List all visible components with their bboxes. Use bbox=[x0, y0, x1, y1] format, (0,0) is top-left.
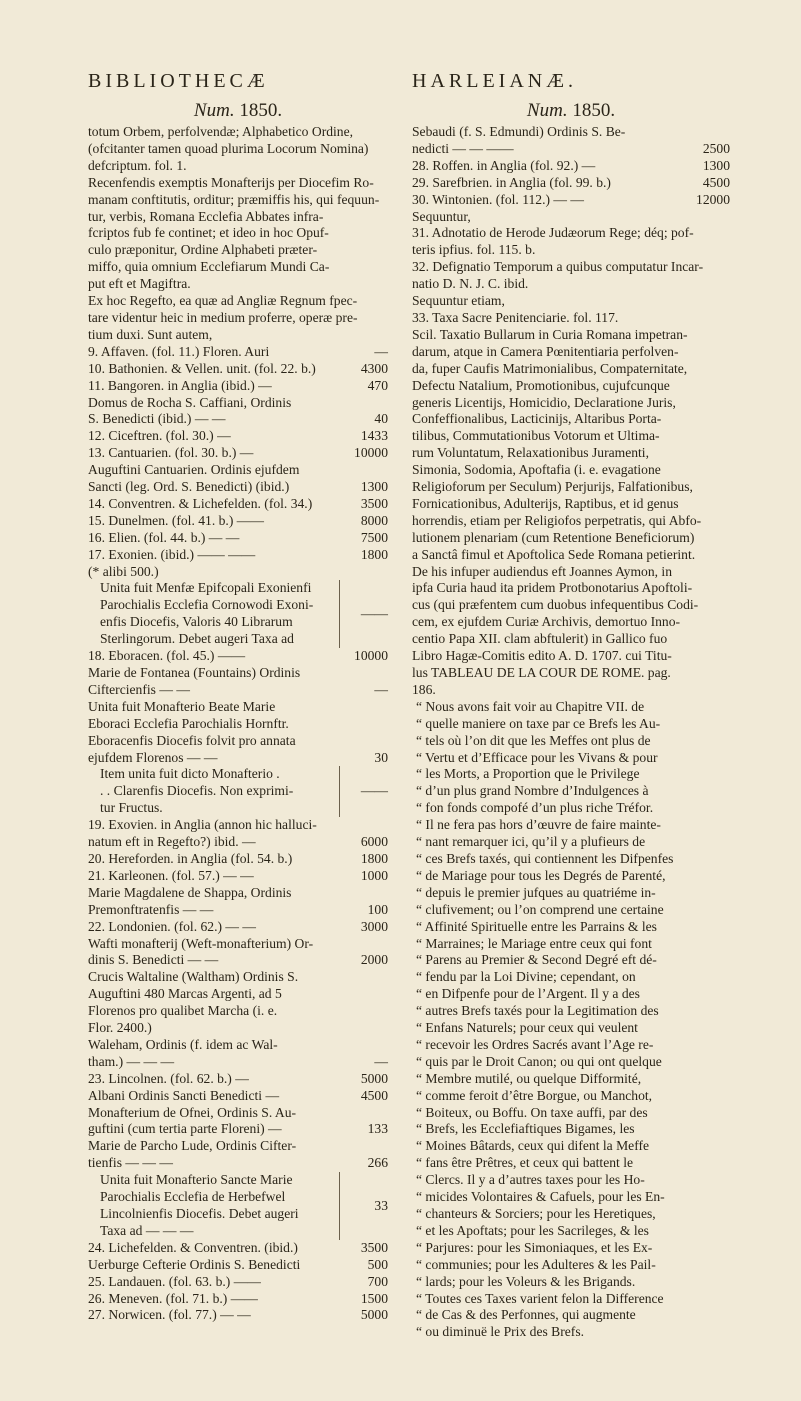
intro-line: manam conftitutis, orditur; præmiffis his, qui fequun- bbox=[88, 191, 380, 207]
num-value: 1850. bbox=[239, 100, 283, 121]
entry-value: 3500 bbox=[360, 1239, 388, 1255]
body-line: ipfa Curia haud ita pridem Protbonotarius Apoftoli- bbox=[412, 580, 693, 596]
catalog-entry bbox=[88, 902, 388, 919]
entry-value: 1800 bbox=[360, 546, 388, 562]
entry-text: Waleham, Ordinis (f. idem ac Wal- bbox=[88, 1036, 278, 1052]
right-body bbox=[412, 209, 730, 699]
quote-line: “ ou diminuë le Prix des Brefs. bbox=[416, 1324, 585, 1340]
entry-text: Sebaudi (f. S. Edmundi) Ordinis S. Be- bbox=[412, 124, 626, 139]
catalog-entry bbox=[88, 733, 388, 750]
entry-text: 19. Exovien. in Anglia (annon hic halluci- bbox=[88, 817, 317, 833]
brace-line: Unita fuit Monafterio Sancte Marie bbox=[100, 1172, 293, 1188]
entry-value bbox=[340, 1003, 388, 1020]
catalog-entry bbox=[88, 750, 388, 767]
catalog-entry bbox=[88, 699, 388, 716]
catalog-entry bbox=[88, 919, 388, 936]
body-line: 186. bbox=[412, 681, 436, 697]
quote-line: “ fendu par la Loi Divine; cependant, on bbox=[416, 969, 636, 985]
header-left: BIBLIOTHECÆ bbox=[88, 70, 269, 92]
entry-value bbox=[340, 564, 388, 581]
body-line: tilibus, Commutationibus Votorum et Ultima- bbox=[412, 428, 660, 444]
quote-line: “ Nous avons fait voir au Chapitre VII. de bbox=[416, 698, 645, 714]
quote-line: “ Brefs, les Ecclefiaftiques Bigames, les bbox=[416, 1121, 635, 1137]
catalog-entry bbox=[88, 395, 388, 412]
entry-value: 100 bbox=[367, 901, 388, 917]
intro-line: Ex hoc Regefto, ea quæ ad Angliæ Regnum fpec- bbox=[88, 293, 358, 309]
catalog-entry bbox=[88, 817, 388, 834]
entry-text: Eboracenfis Diocefis folvit pro annata bbox=[88, 732, 296, 748]
entry-text: guftini (cum tertia parte Floreni) — bbox=[88, 1121, 282, 1137]
entry-value bbox=[340, 716, 388, 733]
body-line: teris ipfius. fol. 115. b. bbox=[412, 242, 536, 258]
body-line: Religioforum per Seculum) Perjurijs, Falfationibus, bbox=[412, 479, 693, 495]
catalog-entry bbox=[88, 851, 388, 868]
body-line: Libro Hagæ-Comitis edito A. D. 1707. cui Titu- bbox=[412, 648, 672, 664]
right-column bbox=[412, 98, 730, 1341]
entry-text: 13. Cantuarien. (fol. 30. b.) — bbox=[88, 445, 254, 461]
catalog-entry bbox=[88, 834, 388, 851]
entry-value: 8000 bbox=[360, 512, 388, 528]
catalog-entry bbox=[412, 158, 730, 175]
entry-value: 40 bbox=[374, 411, 388, 427]
entry-text: S. Benedicti (ibid.) — — bbox=[88, 411, 226, 427]
brace-line: . . Clarenfis Diocefis. Non exprimi- bbox=[100, 783, 294, 799]
entry-text: 10. Bathonien. & Vellen. unit. (fol. 22. b.) bbox=[88, 360, 316, 376]
entry-value: — bbox=[374, 343, 388, 359]
left-entries-3 bbox=[88, 817, 388, 1172]
entry-text: Eboraci Ecclefia Parochialis Hornftr. bbox=[88, 715, 289, 731]
quote-line: “ fans être Prêtres, et ceux qui battent le bbox=[416, 1155, 634, 1171]
entry-text: Ciftercienfis — — bbox=[88, 681, 190, 697]
body-line: darum, atque in Camera Pœnitentiaria perfolven- bbox=[412, 343, 679, 359]
entry-text: 20. Hereforden. in Anglia (fol. 54. b.) bbox=[88, 850, 293, 866]
quote-line: “ fon fonds compofé d’un plus riche Tréfor. bbox=[416, 800, 654, 816]
entry-value: 1433 bbox=[360, 428, 388, 444]
entry-text: 22. Londonien. (fol. 62.) — — bbox=[88, 918, 257, 934]
catalog-entry bbox=[88, 1240, 388, 1257]
entry-value: 5000 bbox=[360, 1070, 388, 1086]
catalog-entry bbox=[88, 716, 388, 733]
body-line: centio Papa XII. clam abftulerit) in Gallico fuo bbox=[412, 631, 668, 647]
entry-text: 16. Elien. (fol. 44. b.) — — bbox=[88, 529, 240, 545]
entry-value bbox=[340, 699, 388, 716]
brace-line: Unita fuit Menfæ Epifcopali Exonienfi bbox=[100, 580, 312, 596]
quote-line: “ Membre mutilé, ou quelque Difformité, bbox=[416, 1070, 642, 1086]
intro-line: miffo, quia omnium Ecclefiarum Mundi Ca- bbox=[88, 259, 330, 275]
num-label: Num. bbox=[193, 100, 235, 121]
catalog-entry bbox=[88, 1071, 388, 1088]
quote-line: “ les Morts, a Proportion que le Privilege bbox=[416, 766, 640, 782]
catalog-entry bbox=[88, 411, 388, 428]
header-right: HARLEIANÆ. bbox=[412, 70, 577, 92]
brace-note-1-text bbox=[88, 580, 339, 648]
left-entries bbox=[88, 344, 388, 581]
num-label: Num. bbox=[526, 100, 568, 121]
entry-value: 30 bbox=[374, 749, 388, 765]
catalog-entry bbox=[88, 496, 388, 513]
catalog-entry bbox=[88, 1257, 388, 1274]
entry-value: — bbox=[374, 1053, 388, 1069]
brace-note-2-value: —— bbox=[339, 766, 388, 817]
catalog-entry bbox=[88, 936, 388, 953]
body-line: cem, ex ejufdem Curiæ Archivis, demortuo Inno- bbox=[412, 614, 681, 630]
catalog-entry bbox=[88, 1307, 388, 1324]
entry-text: Monafterium de Ofnei, Ordinis S. Au- bbox=[88, 1104, 297, 1120]
entry-value: 1500 bbox=[360, 1290, 388, 1306]
quote-line: “ lards; pour les Voleurs & les Brigands. bbox=[416, 1273, 636, 1289]
entry-value: 700 bbox=[367, 1273, 388, 1289]
left-column-title bbox=[88, 98, 388, 124]
intro-line: defcriptum. fol. 1. bbox=[88, 157, 187, 173]
catalog-entry bbox=[88, 969, 388, 986]
body-line: da, fuper Caufis Matrimonialibus, Compaternitate, bbox=[412, 360, 688, 376]
entry-text: 25. Landauen. (fol. 63. b.) —— bbox=[88, 1273, 261, 1289]
body-line: natio D. N. J. C. ibid. bbox=[412, 276, 529, 292]
body-line: horrendis, etiam per Religiofos perpetratis, qui Abfo- bbox=[412, 512, 702, 528]
entry-text: Flor. 2400.) bbox=[88, 1020, 152, 1036]
entry-text: Albani Ordinis Sancti Benedicti — bbox=[88, 1087, 280, 1103]
catalog-entry bbox=[88, 885, 388, 902]
entry-value bbox=[340, 1020, 388, 1037]
entry-text: 17. Exonien. (ibid.) —— —— bbox=[88, 546, 256, 562]
left-column bbox=[88, 98, 388, 1324]
brace-note-3 bbox=[88, 1172, 388, 1240]
brace-note-2 bbox=[88, 766, 388, 817]
quote-line: “ Marraines; le Mariage entre ceux qui font bbox=[416, 935, 652, 951]
entry-value bbox=[682, 124, 730, 141]
catalog-entry bbox=[88, 1274, 388, 1291]
body-line: Sequuntur etiam, bbox=[412, 293, 505, 309]
brace-line: Parochialis Ecclefia de Herbefwel bbox=[100, 1189, 286, 1205]
right-entries bbox=[412, 124, 730, 209]
entry-value: 7500 bbox=[360, 529, 388, 545]
catalog-entry bbox=[88, 1003, 388, 1020]
entry-value: 500 bbox=[367, 1256, 388, 1272]
entry-value: 4500 bbox=[702, 174, 730, 190]
body-line: 31. Adnotatio de Herode Judæorum Rege; déq; pof- bbox=[412, 225, 694, 241]
brace-line: Parochialis Ecclefia Cornowodi Exoni- bbox=[100, 597, 314, 613]
catalog-entry bbox=[88, 665, 388, 682]
entry-value: 470 bbox=[367, 377, 388, 393]
quote-line: “ de Mariage pour tous les Degrés de Parenté, bbox=[416, 867, 666, 883]
catalog-entry bbox=[88, 1020, 388, 1037]
quote-line: “ nant remarquer ici, qu’il y a plufieurs de bbox=[416, 834, 646, 850]
quote-line: “ ces Brefs taxés, qui contiennent les Difpenfes bbox=[416, 850, 674, 866]
catalog-entry bbox=[88, 344, 388, 361]
french-quotation bbox=[412, 699, 730, 1341]
entry-value bbox=[340, 817, 388, 834]
intro-line: totum Orbem, perfolvendæ; Alphabetico Ordine, bbox=[88, 124, 354, 139]
quote-line: “ comme feroit d’être Borgue, ou Manchot, bbox=[416, 1087, 653, 1103]
brace-line: tur Fructus. bbox=[100, 800, 163, 816]
catalog-entry bbox=[88, 530, 388, 547]
body-line: 32. Defignatio Temporum a quibus computatur Incar- bbox=[412, 259, 704, 275]
entry-text: (* alibi 500.) bbox=[88, 563, 159, 579]
entry-value: 1000 bbox=[360, 867, 388, 883]
entry-text: 21. Karleonen. (fol. 57.) — — bbox=[88, 867, 254, 883]
catalog-entry bbox=[88, 1105, 388, 1122]
entry-text: Crucis Waltaline (Waltham) Ordinis S. bbox=[88, 969, 299, 985]
catalog-entry bbox=[88, 479, 388, 496]
entry-value: 5000 bbox=[360, 1307, 388, 1323]
quote-line: “ communies; pour les Adulteres & les Pail- bbox=[416, 1256, 656, 1272]
entry-text: nedicti — — —— bbox=[412, 140, 514, 156]
entry-value: 133 bbox=[367, 1121, 388, 1137]
quote-line: “ Enfans Naturels; pour ceux qui veulent bbox=[416, 1020, 638, 1036]
entry-text: Marie de Fontanea (Fountains) Ordinis bbox=[88, 665, 301, 680]
brace-line: Lincolnienfis Diocefis. Debet augeri bbox=[100, 1206, 299, 1221]
left-entries-4 bbox=[88, 1240, 388, 1325]
intro-line: fcriptos fub fe continet; et ideo in hoc Opuf- bbox=[88, 225, 329, 241]
entry-text: Domus de Rocha S. Caffiani, Ordinis bbox=[88, 394, 292, 410]
catalog-entry bbox=[412, 124, 730, 141]
entry-text: Auguftini 480 Marcas Argenti, ad 5 bbox=[88, 986, 282, 1002]
quote-line: “ Moines Bâtards, ceux qui difent la Meffe bbox=[416, 1138, 650, 1154]
left-entries-2 bbox=[88, 648, 388, 766]
brace-note-1-value: —— bbox=[339, 580, 388, 648]
catalog-entry bbox=[88, 1037, 388, 1054]
catalog-entry bbox=[412, 192, 730, 209]
entry-text: Florenos pro qualibet Marcha (i. e. bbox=[88, 1003, 278, 1019]
catalog-entry bbox=[88, 1054, 388, 1071]
quote-line: “ recevoir les Ordres Sacrés avant l’Age re- bbox=[416, 1036, 654, 1052]
entry-value: 266 bbox=[367, 1155, 388, 1171]
body-line: Scil. Taxatio Bullarum in Curia Romana impetran- bbox=[412, 326, 688, 342]
entry-text: Premonftratenfis — — bbox=[88, 901, 214, 917]
body-line: De his infuper audiendus eft Joannes Aymon, in bbox=[412, 563, 673, 579]
entry-value: 2000 bbox=[360, 952, 388, 968]
entry-text: Uerburge Cefterie Ordinis S. Benedicti bbox=[88, 1256, 301, 1272]
catalog-entry bbox=[88, 648, 388, 665]
entry-text: 18. Eboracen. (fol. 45.) —— bbox=[88, 648, 246, 664]
intro-line: (ofcitanter tamen quoad plurima Locorum Nomina) bbox=[88, 140, 369, 156]
body-line: lus TABLEAU DE LA COUR DE ROME. pag. bbox=[412, 665, 671, 680]
entry-value: 10000 bbox=[354, 648, 388, 664]
entry-value: 1800 bbox=[360, 850, 388, 866]
quote-line: “ clufivement; ou l’on comprend une certaine bbox=[416, 901, 664, 917]
catalog-entry bbox=[88, 361, 388, 378]
brace-line: Item unita fuit dicto Monafterio . bbox=[100, 766, 280, 782]
quote-line: “ quelle maniere on taxe par ce Brefs les Au- bbox=[416, 715, 661, 731]
body-line: Sequuntur, bbox=[412, 208, 471, 224]
catalog-entry bbox=[412, 141, 730, 158]
entry-text: Wafti monafterij (Weft-monafterium) Or- bbox=[88, 935, 314, 951]
brace-note-3-text bbox=[88, 1172, 339, 1240]
entry-value bbox=[340, 733, 388, 750]
intro-line: tur, verbis, Romana Ecclefia Abbates infra- bbox=[88, 208, 324, 224]
intro-line: put eft et Magiftra. bbox=[88, 276, 191, 292]
quote-line: “ en Difpenfe pour de l’Argent. Il y a des bbox=[416, 986, 640, 1002]
left-intro bbox=[88, 124, 388, 344]
quote-line: “ Affinité Spirituelle entre les Parrains & les bbox=[416, 918, 657, 934]
entry-value bbox=[340, 1105, 388, 1122]
catalog-entry bbox=[88, 1155, 388, 1172]
entry-value: 4500 bbox=[360, 1087, 388, 1103]
intro-line: tare videntur heic in medium proferre, operæ pre- bbox=[88, 309, 358, 325]
entry-text: 27. Norwicen. (fol. 77.) — — bbox=[88, 1307, 251, 1323]
entry-value: 4300 bbox=[360, 360, 388, 376]
catalog-entry bbox=[88, 1121, 388, 1138]
entry-value: 12000 bbox=[696, 191, 730, 207]
catalog-entry bbox=[88, 986, 388, 1003]
num-value: 1850. bbox=[572, 100, 616, 121]
catalog-entry bbox=[88, 1291, 388, 1308]
quote-line: “ Parens au Premier & Second Degré eft dé- bbox=[416, 952, 657, 968]
brace-note-1 bbox=[88, 580, 388, 648]
entry-text: 15. Dunelmen. (fol. 41. b.) —— bbox=[88, 512, 264, 528]
quote-line: “ autres Brefs taxés pour la Legitimation des bbox=[416, 1003, 659, 1019]
entry-text: 29. Sarefbrien. in Anglia (fol. 99. b.) bbox=[412, 174, 611, 190]
entry-value bbox=[340, 986, 388, 1003]
catalog-entry bbox=[88, 428, 388, 445]
entry-value bbox=[340, 665, 388, 682]
brace-note-2-text bbox=[88, 766, 339, 817]
entry-value: 10000 bbox=[354, 445, 388, 461]
entry-text: 11. Bangoren. in Anglia (ibid.) — bbox=[88, 377, 272, 393]
quote-line: “ de Cas & des Perfonnes, qui augmente bbox=[416, 1307, 636, 1323]
quote-line: “ micides Volontaires & Cafuels, pour les En- bbox=[416, 1189, 665, 1205]
body-line: 33. Taxa Sacre Penitenciarie. fol. 117. bbox=[412, 309, 619, 325]
entry-text: 12. Ciceftren. (fol. 30.) — bbox=[88, 428, 231, 444]
entry-text: Unita fuit Monafterio Beate Marie bbox=[88, 698, 276, 714]
catalog-entry bbox=[88, 445, 388, 462]
quote-line: “ Il ne fera pas hors d’œuvre de faire mainte- bbox=[416, 817, 661, 833]
entry-value: 3000 bbox=[360, 918, 388, 934]
body-line: generis Licentijs, Homicidio, Declaratione Juris, bbox=[412, 394, 676, 410]
entry-value: — bbox=[374, 681, 388, 697]
entry-value bbox=[340, 936, 388, 953]
brace-line: Taxa ad — — — bbox=[100, 1222, 194, 1238]
entry-text: natum eft in Regefto?) ibid. — bbox=[88, 834, 256, 850]
body-line: Confeffionalibus, Lacticinijs, Altaribus Porta- bbox=[412, 411, 662, 427]
intro-line: culo præponitur, Ordine Alphabeti præter- bbox=[88, 242, 318, 258]
brace-line: enfis Diocefis, Valoris 40 Librarum bbox=[100, 614, 293, 630]
entry-text: Auguftini Cantuarien. Ordinis ejufdem bbox=[88, 462, 300, 478]
entry-value bbox=[340, 969, 388, 986]
entry-text: 28. Roffen. in Anglia (fol. 92.) — bbox=[412, 157, 596, 173]
quote-line: “ d’un plus grand Nombre d’Indulgences à bbox=[416, 783, 649, 799]
entry-text: tienfis — — — bbox=[88, 1155, 173, 1171]
entry-value bbox=[340, 885, 388, 902]
entry-value: 2500 bbox=[702, 140, 730, 156]
entry-text: 9. Affaven. (fol. 11.) Floren. Auri bbox=[88, 343, 270, 359]
catalog-entry bbox=[88, 952, 388, 969]
entry-text: 14. Conventren. & Lichefelden. (fol. 34.) bbox=[88, 495, 313, 511]
entry-value bbox=[340, 1037, 388, 1054]
catalog-entry bbox=[88, 682, 388, 699]
quote-line: “ Clercs. Il y a d’autres taxes pour les Ho- bbox=[416, 1172, 645, 1188]
catalog-entry bbox=[88, 564, 388, 581]
brace-note-3-value: 33 bbox=[339, 1172, 388, 1240]
entry-value: 1300 bbox=[702, 157, 730, 173]
catalog-entry bbox=[412, 175, 730, 192]
catalog-entry bbox=[88, 513, 388, 530]
catalog-entry bbox=[88, 1138, 388, 1155]
catalog-entry bbox=[88, 462, 388, 479]
body-line: a Sanctâ fimul et Apoftolica Sede Romana petierint. bbox=[412, 546, 696, 562]
intro-line: tium duxi. Sunt autem, bbox=[88, 326, 213, 342]
quote-line: “ tels où l’on dit que les Meffes ont plus de bbox=[416, 732, 651, 748]
catalog-entry bbox=[88, 547, 388, 564]
body-line: Defectu Natalium, Promotionibus, cujufcunque bbox=[412, 377, 670, 393]
brace-line: Sterlingorum. Debet augeri Taxa ad bbox=[100, 631, 294, 647]
body-line: Simonia, Sodomia, Apoftafia (i. e. evagatione bbox=[412, 462, 661, 478]
entry-text: Marie de Parcho Lude, Ordinis Cifter- bbox=[88, 1138, 297, 1154]
quote-line: “ quis par le Droit Canon; ou qui ont quelque bbox=[416, 1053, 662, 1069]
entry-text: Sancti (leg. Ord. S. Benedicti) (ibid.) bbox=[88, 479, 290, 495]
entry-text: ejufdem Florenos — — bbox=[88, 749, 218, 765]
entry-text: 30. Wintonien. (fol. 112.) — — bbox=[412, 191, 584, 207]
quote-line: “ depuis le premier jufques au quatriéme in- bbox=[416, 884, 656, 900]
entry-text: 26. Meneven. (fol. 71. b.) —— bbox=[88, 1290, 258, 1306]
catalog-entry bbox=[88, 378, 388, 395]
entry-text: 24. Lichefelden. & Conventren. (ibid.) bbox=[88, 1239, 298, 1255]
body-line: rum Voluntatum, Relaxationibus Juramenti, bbox=[412, 445, 649, 461]
entry-value bbox=[340, 1138, 388, 1155]
entry-value bbox=[340, 462, 388, 479]
entry-value: 3500 bbox=[360, 495, 388, 511]
entry-text: Marie Magdalene de Shappa, Ordinis bbox=[88, 884, 292, 900]
quote-line: “ chanteurs & Sorciers; pour les Heretiques, bbox=[416, 1206, 656, 1221]
entry-text: 23. Lincolnen. (fol. 62. b.) — bbox=[88, 1070, 249, 1086]
quote-line: “ Vertu et d’Efficace pour les Vivans & pour bbox=[416, 749, 658, 765]
body-line: Fornicationibus, Adulterijs, Raptibus, et id genus bbox=[412, 495, 679, 511]
entry-text: dinis S. Benedicti — — bbox=[88, 952, 219, 968]
quote-line: “ et les Apoftats; pour les Sacrileges, & les bbox=[416, 1222, 649, 1238]
right-column-title bbox=[412, 98, 730, 124]
entry-value bbox=[340, 395, 388, 412]
entry-value: 1300 bbox=[360, 479, 388, 495]
entry-value: 6000 bbox=[360, 834, 388, 850]
body-line: cus (qui præfentem cum duobus infequentibus Codi- bbox=[412, 597, 699, 613]
intro-line: Recenfendis exemptis Monafterijs per Diocefim Ro- bbox=[88, 174, 374, 190]
quote-line: “ Toutes ces Taxes varient felon la Difference bbox=[416, 1290, 664, 1306]
body-line: lutionem plenariam (cum Retentione Beneficiorum) bbox=[412, 529, 695, 545]
catalog-entry bbox=[88, 1088, 388, 1105]
quote-line: “ Boiteux, ou Boffu. On taxe auffi, par des bbox=[416, 1104, 648, 1120]
catalog-entry bbox=[88, 868, 388, 885]
quote-line: “ Parjures: pour les Simoniaques, et les Ex- bbox=[416, 1239, 653, 1255]
entry-text: tham.) — — — bbox=[88, 1053, 175, 1069]
